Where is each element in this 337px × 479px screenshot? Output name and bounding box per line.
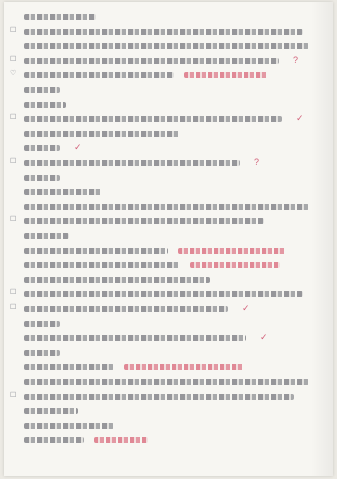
bullet-marker: ☐ (10, 216, 17, 224)
teacher-mark: ✓ (296, 113, 304, 124)
handwriting-stroke (24, 233, 69, 239)
handwriting-stroke (24, 423, 114, 429)
handwriting-stroke (24, 350, 60, 356)
handwritten-line (4, 173, 333, 182)
handwriting-stroke (24, 437, 84, 443)
handwriting-stroke (24, 116, 282, 122)
handwritten-line (4, 202, 333, 211)
handwriting-stroke (24, 306, 228, 312)
bullet-marker: ☐ (10, 26, 17, 34)
handwritten-line (4, 362, 333, 371)
handwritten-line (4, 435, 333, 444)
handwriting-stroke (24, 218, 264, 224)
handwritten-line (4, 12, 333, 21)
handwritten-line (4, 216, 333, 225)
handwriting-stroke (24, 58, 279, 64)
handwritten-line (4, 158, 333, 167)
teacher-mark: ? (293, 54, 299, 65)
bullet-marker: ☐ (10, 55, 17, 63)
handwriting-stroke (24, 204, 309, 210)
correction-note (184, 72, 268, 78)
bullet-marker: ☐ (10, 289, 17, 297)
handwritten-line (4, 129, 333, 138)
handwritten-line (4, 304, 333, 313)
bullet-marker: ☐ (10, 114, 17, 122)
correction-note (124, 364, 244, 370)
handwritten-line (4, 289, 333, 298)
handwriting-stroke (24, 291, 303, 297)
handwritten-line (4, 100, 333, 109)
handwriting-stroke (24, 189, 102, 195)
handwriting-stroke (24, 277, 210, 283)
handwritten-line (4, 246, 333, 255)
teacher-mark: ? (254, 157, 260, 167)
handwriting-stroke (24, 102, 66, 108)
handwritten-line (4, 187, 333, 196)
handwriting-stroke (24, 43, 309, 49)
handwriting-stroke (24, 145, 60, 151)
handwritten-line (4, 114, 333, 123)
handwritten-line (4, 260, 333, 269)
handwritten-line (4, 392, 333, 401)
teacher-mark: ✓ (74, 142, 82, 153)
correction-note (178, 248, 286, 254)
handwritten-line (4, 143, 333, 152)
handwritten-line (4, 56, 333, 65)
handwritten-line (4, 406, 333, 415)
handwriting-stroke (24, 72, 174, 78)
bullet-marker: ☐ (10, 391, 17, 399)
handwritten-line (4, 319, 333, 328)
handwriting-stroke (24, 379, 309, 385)
handwritten-line (4, 27, 333, 36)
handwritten-line (4, 421, 333, 430)
handwriting-stroke (24, 14, 96, 20)
handwriting-stroke (24, 160, 240, 166)
teacher-mark: ✓ (260, 332, 268, 343)
handwritten-line (4, 70, 333, 79)
handwriting-stroke (24, 408, 78, 414)
handwriting-stroke (24, 131, 180, 137)
handwriting-stroke (24, 321, 60, 327)
bullet-marker: ☐ (10, 304, 17, 311)
handwritten-line (4, 231, 333, 240)
teacher-mark: ✓ (242, 303, 250, 313)
handwriting-stroke (24, 394, 294, 400)
handwriting-stroke (24, 335, 246, 341)
handwritten-line (4, 377, 333, 386)
bullet-marker: ♡ (10, 70, 17, 78)
handwritten-line (4, 85, 333, 94)
correction-note (190, 262, 280, 268)
correction-note (94, 437, 148, 443)
handwriting-stroke (24, 29, 303, 35)
handwritten-line (4, 333, 333, 342)
handwriting-stroke (24, 87, 60, 93)
handwritten-page (4, 2, 333, 476)
handwritten-line (4, 348, 333, 357)
handwriting-stroke (24, 364, 114, 370)
bullet-marker: ☐ (10, 158, 17, 165)
handwritten-line (4, 275, 333, 284)
handwritten-line (4, 41, 333, 50)
handwriting-stroke (24, 262, 180, 268)
handwriting-stroke (24, 175, 60, 181)
handwriting-stroke (24, 248, 168, 254)
